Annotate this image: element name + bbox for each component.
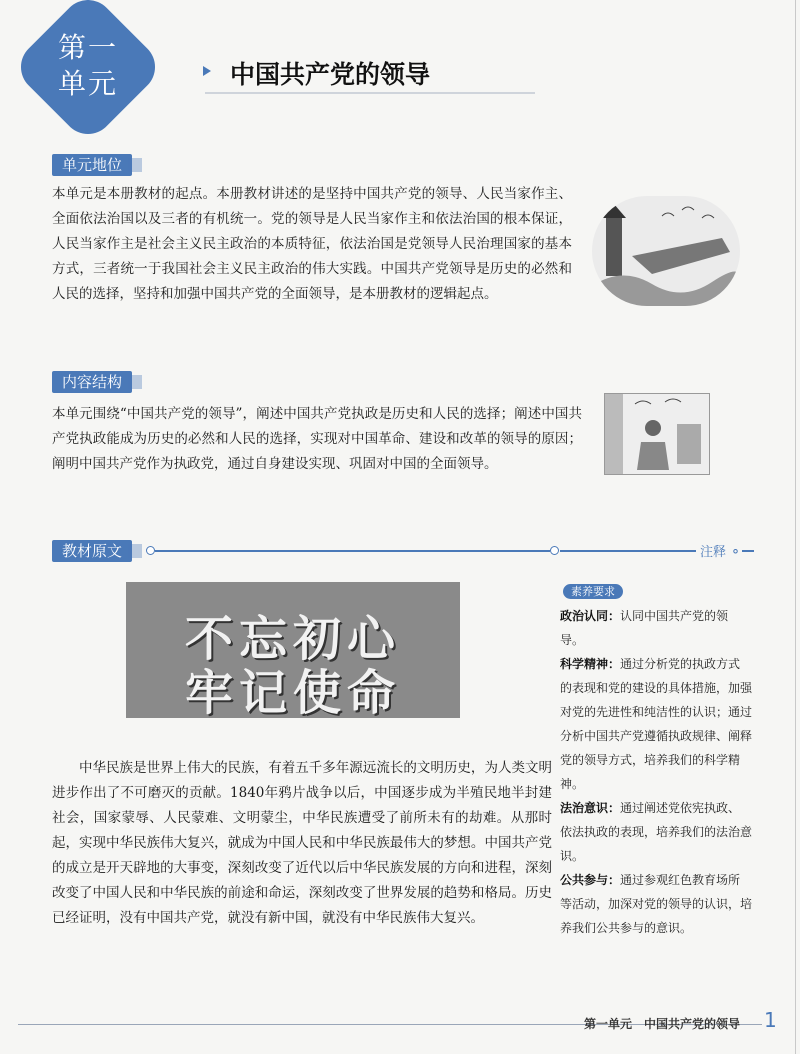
- page-number: 1: [764, 1008, 777, 1032]
- unit-badge-text: [33, 30, 143, 102]
- banner-line1: 不忘初心: [184, 611, 401, 667]
- note-participation-body: 通过参观红色教育场所等活动，加深对党的领导的认识，培养我们公共参与的意识。: [560, 873, 753, 935]
- note-science-head: 科学精神：: [560, 657, 621, 671]
- lighthouse-ship-illustration: [592, 196, 740, 306]
- footer-text: 第一单元 中国共产党的领导: [583, 1017, 740, 1031]
- note-law-body: 通过阐述党依宪执政、依法执政的表现，培养我们的法治意识。: [560, 801, 753, 863]
- note-participation: [560, 868, 752, 940]
- literacy-tag: 素养要求: [563, 584, 623, 599]
- title-underline: [205, 92, 535, 94]
- header-rule: [155, 550, 550, 552]
- party-people-illustration: [604, 393, 710, 475]
- notes-rule: [560, 550, 696, 552]
- title-arrow-icon: [203, 66, 211, 76]
- section-label-structure: 内容结构: [52, 371, 132, 393]
- chevron-right-icon: ⚬: [730, 545, 742, 560]
- notes-rule-end: [742, 550, 754, 552]
- structure-paragraph: 本单元围绕“中国共产党的领导”，阐述中国共产党执政是历史和人民的选择；阐述中国共产党执政能成为历史的必然和人民的选择，实现对中国革命、建设和改革的领导的原因；阐明中国共产党作为执政党，通过自身建设实现、巩固对中国的全面领导。: [52, 406, 582, 472]
- note-science: [560, 652, 752, 796]
- note-political: [560, 604, 752, 652]
- notes-label-text: 注释: [700, 545, 727, 560]
- unit-title: 中国共产党的领导: [230, 60, 431, 89]
- section-label-original: 教材原文: [52, 540, 132, 562]
- section-label-position: 单元地位: [52, 154, 132, 176]
- note-participation-head: 公共参与：: [560, 873, 621, 887]
- banner-line2: 牢记使命: [184, 665, 401, 718]
- original-text: 中华民族是世界上伟大的民族，有着五千多年源远流长的文明历史，为人类文明进步作出了不可磨灭的贡献。1840年鸦片战争以后，中国逐步成为半殖民地半封建社会，国家蒙辱、人民蒙难、文明蒙尘，中华民族遭受了前所未有的劫难。从那时起，实现中华民族伟大复兴，就成为中国人民和中华民族最伟大的梦想。中国共产党的成立是开天辟地的大事变，深刻改变了近代以后中华民族发展的方向和进程，深刻改变了中国人民和中华民族的前途和命运，深刻改变了世界发展的趋势和格局。历史已经证明，没有中国共产党，就没有新中国，就没有中华民族伟大复兴。: [52, 760, 552, 926]
- unit-badge-line1: 第一: [57, 31, 118, 64]
- notes-label: [700, 541, 741, 560]
- slogan-banner: [126, 582, 460, 718]
- position-paragraph: 本单元是本册教材的起点。本册教材讲述的是坚持中国共产党的领导、人民当家作主、全面依法治国以及三者的有机统一。党的领导是人民当家作主和依法治国的根本保证，人民当家作主是社会主义民主政治的本质特征，依法治国是党领导人民治理国家的基本方式，三者统一于我国社会主义民主政治的伟大实践。中国共产党领导是历史的必然和人民的选择，坚持和加强中国共产党的全面领导，是本册教材的逻辑起点。: [52, 186, 572, 302]
- header-dot-left: [146, 546, 155, 555]
- note-law: [560, 796, 752, 868]
- unit-badge-line2: 单元: [57, 67, 118, 100]
- people-icon: [605, 394, 709, 474]
- note-political-head: 政治认同：: [560, 609, 621, 623]
- header-dot-right: [550, 546, 559, 555]
- note-science-body: 通过分析党的执政方式的表现和党的建设的具体措施，加强对党的先进性和纯洁性的认识；通过分析中国共产党遵循执政规律、阐释党的领导方式，培养我们的科学精神。: [560, 657, 753, 791]
- note-political-body: 认同中国共产党的领导。: [560, 609, 729, 647]
- lighthouse-ship-icon: [592, 196, 740, 306]
- note-law-head: 法治意识：: [560, 801, 621, 815]
- page-edge: [795, 0, 796, 1054]
